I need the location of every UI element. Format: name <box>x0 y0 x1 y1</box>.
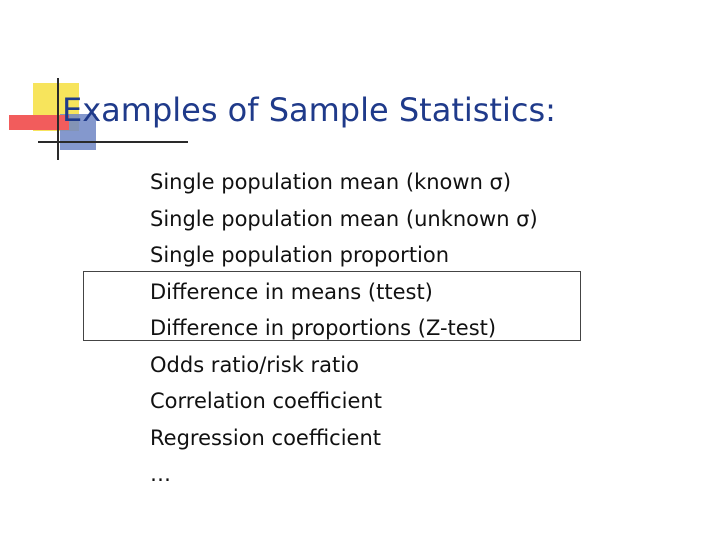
list-item: Correlation coefficient <box>150 389 382 413</box>
list-item: Difference in proportions (Z-test) <box>150 316 497 340</box>
statistics-list <box>150 164 538 493</box>
slide-title: Examples of Sample Statistics: <box>62 91 556 129</box>
list-item: Single population proportion <box>150 243 450 267</box>
list-item: Difference in means (ttest) <box>150 279 433 304</box>
list-item: Regression coefficient <box>150 425 381 450</box>
decorative-red-bar <box>9 115 69 130</box>
list-item: Odds ratio/risk ratio <box>150 352 359 377</box>
decorative-vertical-line <box>57 78 59 160</box>
list-item-ellipsis: … <box>150 462 171 486</box>
decorative-horizontal-line <box>38 141 188 143</box>
list-item: Single population mean (unknown σ) <box>150 206 538 231</box>
list-item: Single population mean (known σ) <box>150 170 512 194</box>
